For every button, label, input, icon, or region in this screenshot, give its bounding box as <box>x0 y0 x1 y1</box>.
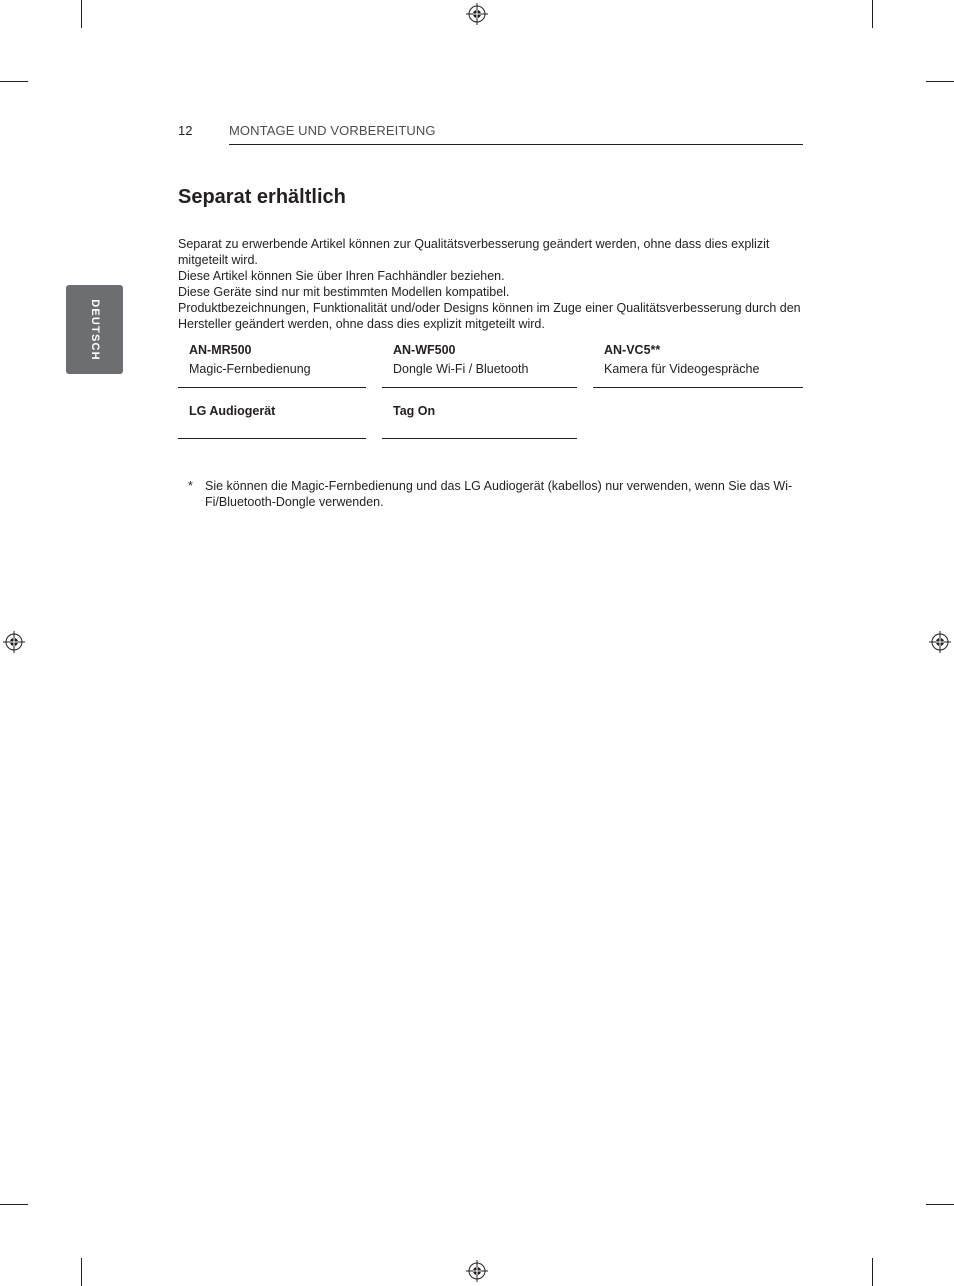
intro-paragraph: Diese Artikel können Sie über Ihren Fachhändler beziehen. <box>178 269 505 283</box>
accessory-code: AN-WF500 <box>393 343 456 357</box>
accessory-description: Dongle Wi-Fi / Bluetooth <box>393 362 529 376</box>
accessory-item <box>178 404 366 439</box>
language-tab-label: DEUTSCH <box>88 298 101 361</box>
intro-paragraph: Separat zu erwerbende Artikel können zur Qualitätsverbesserung geändert werden, ohne dass dies explizit mitgeteilt wird. <box>178 237 770 267</box>
accessory-description: Magic-Fernbedienung <box>189 362 311 376</box>
crop-mark <box>81 1258 82 1286</box>
intro-paragraph: Produktbezeichnungen, Funktionalität und/oder Designs können im Zuge einer Qualitätsverbesserung durch den Hersteller geändert werden, ohne dass dies explizit mitgeteilt wird. <box>178 301 801 331</box>
footnote-marker: * <box>188 479 193 493</box>
footnote-text: Sie können die Magic-Fernbedienung und das LG Audiogerät (kabellos) nur verwenden, wenn Sie das Wi-Fi/Bluetooth-Dongle verwenden. <box>205 479 793 509</box>
accessory-rule <box>178 387 366 388</box>
accessory-code: Tag On <box>393 404 436 418</box>
registration-mark-icon <box>3 631 25 653</box>
footnote <box>188 478 808 510</box>
crop-mark <box>0 1204 28 1205</box>
crop-mark <box>0 81 28 82</box>
registration-mark-icon <box>466 3 488 25</box>
intro-text <box>178 236 806 332</box>
crop-mark <box>926 1204 954 1205</box>
accessory-item <box>382 404 577 439</box>
crop-mark <box>81 0 82 28</box>
running-header: MONTAGE UND VORBEREITUNG <box>229 123 436 138</box>
accessory-item <box>382 343 577 388</box>
crop-mark <box>926 81 954 82</box>
accessory-rule <box>593 387 803 388</box>
accessory-rule <box>178 438 366 439</box>
accessory-rule <box>382 387 577 388</box>
accessory-code: AN-MR500 <box>189 343 252 357</box>
header-rule <box>229 144 803 145</box>
registration-mark-icon <box>466 1260 488 1282</box>
section-title: Separat erhältlich <box>178 186 346 208</box>
accessory-item <box>593 343 803 388</box>
page-number: 12 <box>178 123 193 138</box>
crop-mark <box>872 0 873 28</box>
accessory-code: LG Audiogerät <box>189 404 276 418</box>
accessory-rule <box>382 438 577 439</box>
language-tab <box>66 285 123 374</box>
accessory-description: Kamera für Videogespräche <box>604 362 760 376</box>
registration-mark-icon <box>929 631 951 653</box>
accessory-code: AN-VC5** <box>604 343 661 357</box>
crop-mark <box>872 1258 873 1286</box>
intro-paragraph: Diese Geräte sind nur mit bestimmten Modellen kompatibel. <box>178 285 510 299</box>
accessory-item <box>178 343 366 388</box>
